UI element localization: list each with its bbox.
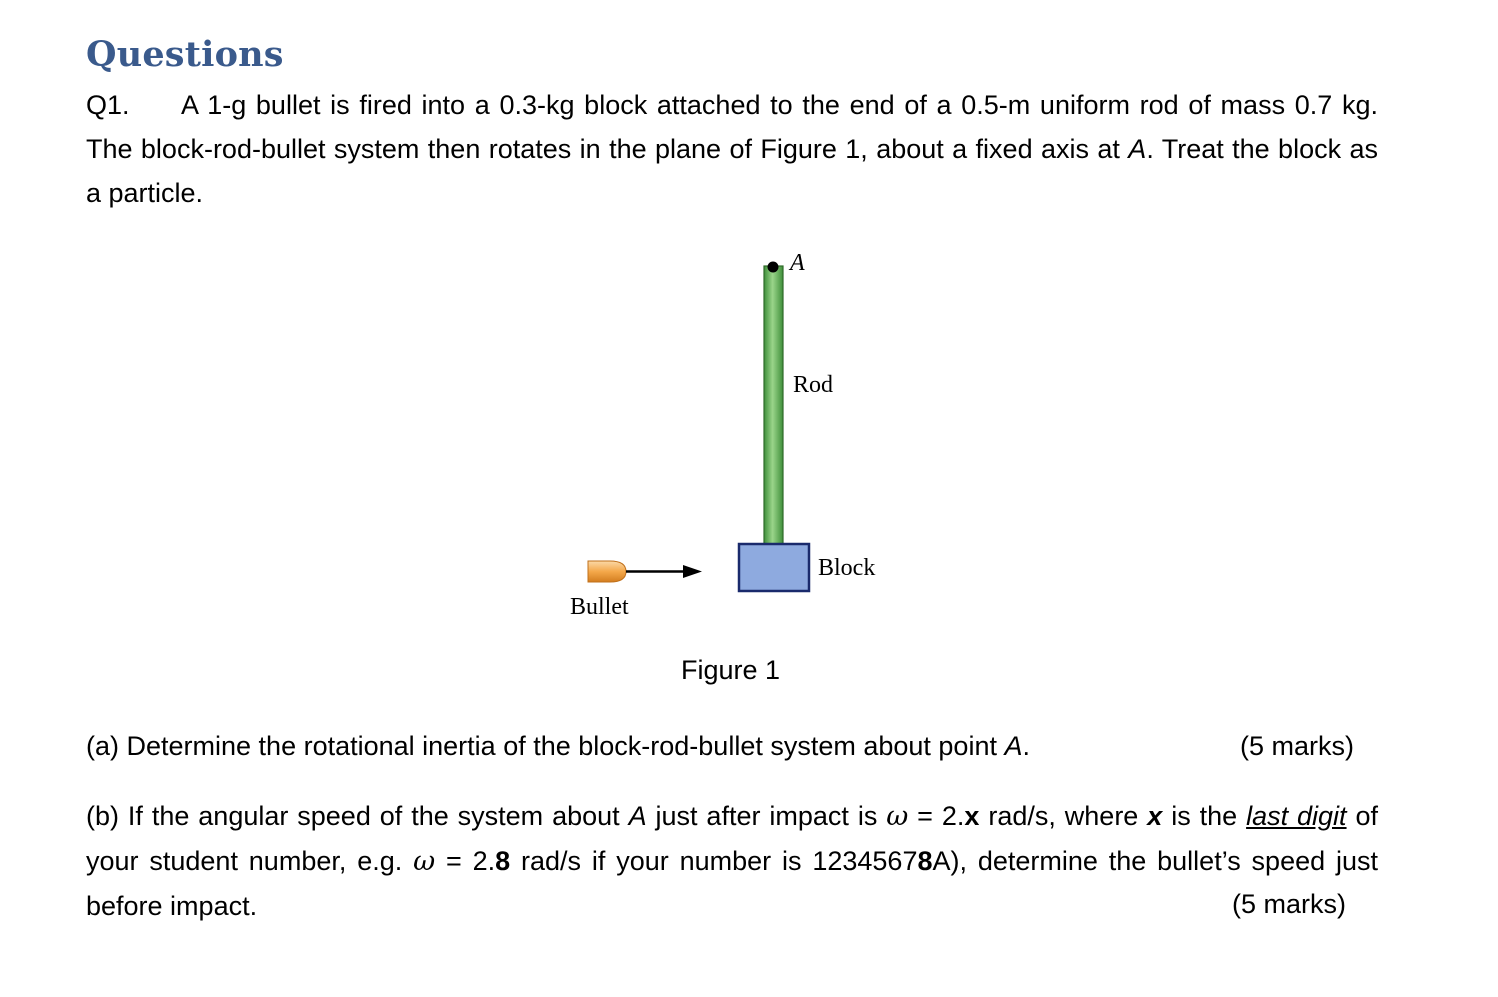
part-a-end: . [1022, 731, 1030, 761]
part-b-text-5: is the [1162, 801, 1247, 831]
bullet [588, 561, 626, 582]
part-b-point: A [628, 801, 647, 831]
rod [764, 266, 783, 544]
part-b-text-6: of your student number, e.g. [86, 801, 1378, 876]
x-variable: x [964, 801, 980, 831]
part-b-text-9: A), determine the bullet’s speed just before impact. [86, 846, 1378, 921]
label-rod: Rod [793, 372, 834, 398]
part-b-text-2: just after impact is [646, 801, 887, 831]
block [739, 544, 809, 591]
part-b-marks: (5 marks) [1232, 889, 1346, 919]
omega-symbol: ω [886, 801, 909, 832]
question-number: Q1. [86, 90, 130, 120]
omega-symbol-example: ω [413, 846, 436, 877]
question-intro-text-1: A 1-g bullet is fired into a 0.3-kg block attached to the end of a 0.5-m uniform rod of mass 0.7 kg. The block-rod-bullet system then rotates in the plane of Figure 1, about a fixed axis at [86, 90, 1378, 164]
x-variable-italic: x [1147, 801, 1163, 831]
part-b [86, 794, 1378, 928]
arrow-head-icon [683, 565, 702, 578]
part-b-text-1: (b) If the angular speed of the system about [86, 801, 629, 831]
section-heading: Questions [86, 34, 284, 75]
part-b-text-8: rad/s if your number is 1234567 [510, 846, 918, 876]
last-digit-emphasis: last digit [1246, 801, 1347, 831]
label-bullet: Bullet [570, 594, 629, 620]
question-axis-letter: A [1128, 134, 1147, 164]
part-a-text: (a) Determine the rotational inertia of the block-rod-bullet system about point [86, 731, 1005, 761]
example-digit: 8 [495, 846, 511, 876]
label-axis-a: A [790, 250, 805, 276]
part-b-text-7: = 2. [435, 846, 496, 876]
figure-caption: Figure 1 [681, 655, 781, 685]
part-a-marks: (5 marks) [1240, 731, 1354, 761]
example-last-digit: 8 [917, 846, 933, 876]
label-block: Block [818, 555, 876, 581]
part-b-text-4: rad/s, where [979, 801, 1148, 831]
question-intro-text-2: . Treat the block as a particle. [86, 134, 1378, 208]
question-intro [86, 83, 1378, 215]
pivot-point-a [768, 262, 779, 273]
part-a [86, 724, 1354, 768]
part-b-text-3: = 2. [908, 801, 965, 831]
part-a-point: A [1004, 731, 1023, 761]
